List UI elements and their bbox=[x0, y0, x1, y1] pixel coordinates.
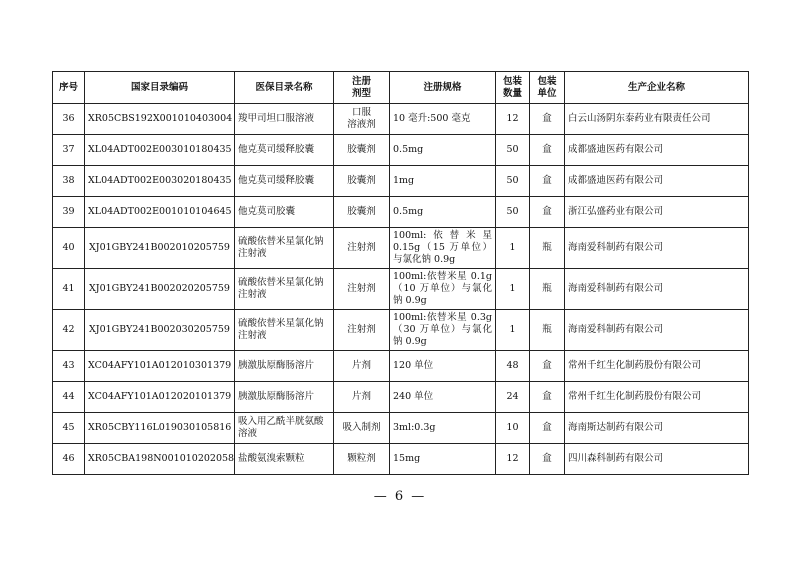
manufacturer: 海南爱科制药有限公司 bbox=[565, 310, 749, 351]
header-cell: 注册 剂型 bbox=[334, 72, 390, 104]
dosage-form: 胶囊剂 bbox=[334, 135, 390, 166]
package-unit: 盒 bbox=[530, 135, 565, 166]
row-number: 42 bbox=[53, 310, 85, 351]
specification: 240 单位 bbox=[390, 382, 496, 413]
specification: 3ml:0.3g bbox=[390, 413, 496, 444]
package-quantity: 1 bbox=[496, 228, 530, 269]
header-cell: 生产企业名称 bbox=[565, 72, 749, 104]
row-number: 37 bbox=[53, 135, 85, 166]
specification: 0.5mg bbox=[390, 135, 496, 166]
drug-name: 胰激肽原酶肠溶片 bbox=[235, 382, 334, 413]
package-unit: 盒 bbox=[530, 444, 565, 475]
manufacturer: 成都盛迪医药有限公司 bbox=[565, 135, 749, 166]
drug-name: 硫酸依替米星氯化钠注射液 bbox=[235, 228, 334, 269]
table-header-row bbox=[53, 72, 749, 104]
dosage-form: 颗粒剂 bbox=[334, 444, 390, 475]
header-cell: 包装 单位 bbox=[530, 72, 565, 104]
manufacturer: 成都盛迪医药有限公司 bbox=[565, 166, 749, 197]
specification: 100ml:依替米星 0.1g（10 万单位）与氯化钠 0.9g bbox=[390, 269, 496, 310]
catalog-code: XR05CBS192X001010403004 bbox=[85, 104, 235, 135]
specification: 1mg bbox=[390, 166, 496, 197]
drug-catalog-table bbox=[52, 71, 749, 475]
catalog-code: XC04AFY101A012010301379 bbox=[85, 351, 235, 382]
catalog-code: XL04ADT002E003010180435 bbox=[85, 135, 235, 166]
catalog-code: XJ01GBY241B002020205759 bbox=[85, 269, 235, 310]
specification: 120 单位 bbox=[390, 351, 496, 382]
package-quantity: 48 bbox=[496, 351, 530, 382]
row-number: 40 bbox=[53, 228, 85, 269]
row-number: 38 bbox=[53, 166, 85, 197]
package-quantity: 1 bbox=[496, 310, 530, 351]
table-row bbox=[53, 413, 749, 444]
package-quantity: 12 bbox=[496, 444, 530, 475]
row-number: 36 bbox=[53, 104, 85, 135]
package-quantity: 12 bbox=[496, 104, 530, 135]
drug-name: 吸入用乙酰半胱氨酸溶液 bbox=[235, 413, 334, 444]
package-unit: 盒 bbox=[530, 413, 565, 444]
package-quantity: 1 bbox=[496, 269, 530, 310]
row-number: 43 bbox=[53, 351, 85, 382]
table-row bbox=[53, 104, 749, 135]
package-quantity: 50 bbox=[496, 166, 530, 197]
page-number: — 6 — bbox=[373, 489, 427, 504]
package-unit: 盒 bbox=[530, 351, 565, 382]
table-row bbox=[53, 197, 749, 228]
dosage-form: 注射剂 bbox=[334, 269, 390, 310]
dosage-form: 注射剂 bbox=[334, 228, 390, 269]
header-cell: 国家目录编码 bbox=[85, 72, 235, 104]
manufacturer: 海南爱科制药有限公司 bbox=[565, 269, 749, 310]
row-number: 41 bbox=[53, 269, 85, 310]
dosage-form: 注射剂 bbox=[334, 310, 390, 351]
package-quantity: 10 bbox=[496, 413, 530, 444]
row-number: 39 bbox=[53, 197, 85, 228]
package-quantity: 24 bbox=[496, 382, 530, 413]
package-unit: 盒 bbox=[530, 104, 565, 135]
package-quantity: 50 bbox=[496, 197, 530, 228]
specification: 0.5mg bbox=[390, 197, 496, 228]
header-cell: 包装 数量 bbox=[496, 72, 530, 104]
manufacturer: 浙江弘盛药业有限公司 bbox=[565, 197, 749, 228]
drug-name: 他克莫司缓释胶囊 bbox=[235, 166, 334, 197]
manufacturer: 海南斯达制药有限公司 bbox=[565, 413, 749, 444]
table-row bbox=[53, 135, 749, 166]
header-cell: 医保目录名称 bbox=[235, 72, 334, 104]
catalog-code: XL04ADT002E003020180435 bbox=[85, 166, 235, 197]
row-number: 46 bbox=[53, 444, 85, 475]
drug-name: 他克莫司缓释胶囊 bbox=[235, 135, 334, 166]
dosage-form: 胶囊剂 bbox=[334, 166, 390, 197]
package-unit: 盒 bbox=[530, 382, 565, 413]
catalog-code: XR05CBY116L019030105816 bbox=[85, 413, 235, 444]
specification: 15mg bbox=[390, 444, 496, 475]
row-number: 45 bbox=[53, 413, 85, 444]
header-cell: 注册规格 bbox=[390, 72, 496, 104]
manufacturer: 白云山汤阴东泰药业有限责任公司 bbox=[565, 104, 749, 135]
package-unit: 瓶 bbox=[530, 269, 565, 310]
dosage-form: 胶囊剂 bbox=[334, 197, 390, 228]
manufacturer: 常州千红生化制药股份有限公司 bbox=[565, 382, 749, 413]
package-unit: 盒 bbox=[530, 197, 565, 228]
dosage-form: 吸入制剂 bbox=[334, 413, 390, 444]
package-unit: 瓶 bbox=[530, 310, 565, 351]
dosage-form: 片剂 bbox=[334, 351, 390, 382]
manufacturer: 四川森科制药有限公司 bbox=[565, 444, 749, 475]
dosage-form: 片剂 bbox=[334, 382, 390, 413]
manufacturer: 常州千红生化制药股份有限公司 bbox=[565, 351, 749, 382]
row-number: 44 bbox=[53, 382, 85, 413]
drug-name: 盐酸氨溴索颗粒 bbox=[235, 444, 334, 475]
dosage-form: 口服 溶液剂 bbox=[334, 104, 390, 135]
manufacturer: 海南爱科制药有限公司 bbox=[565, 228, 749, 269]
catalog-code: XJ01GBY241B002030205759 bbox=[85, 310, 235, 351]
catalog-code: XR05CBA198N001010202058 bbox=[85, 444, 235, 475]
package-unit: 盒 bbox=[530, 166, 565, 197]
table-row bbox=[53, 382, 749, 413]
table-row bbox=[53, 444, 749, 475]
package-unit: 瓶 bbox=[530, 228, 565, 269]
table-row bbox=[53, 228, 749, 269]
drug-name: 他克莫司胶囊 bbox=[235, 197, 334, 228]
drug-name: 胰激肽原酶肠溶片 bbox=[235, 351, 334, 382]
package-quantity: 50 bbox=[496, 135, 530, 166]
drug-name: 硫酸依替米星氯化钠注射液 bbox=[235, 310, 334, 351]
table-row bbox=[53, 269, 749, 310]
drug-name: 羧甲司坦口服溶液 bbox=[235, 104, 334, 135]
specification: 100ml:依替米星 0.15g（15 万单位）与氯化钠 0.9g bbox=[390, 228, 496, 269]
table-row bbox=[53, 351, 749, 382]
catalog-code: XC04AFY101A012020101379 bbox=[85, 382, 235, 413]
table-row bbox=[53, 310, 749, 351]
catalog-code: XJ01GBY241B002010205759 bbox=[85, 228, 235, 269]
catalog-code: XL04ADT002E001010104645 bbox=[85, 197, 235, 228]
specification: 100ml:依替米星 0.3g（30 万单位）与氯化钠 0.9g bbox=[390, 310, 496, 351]
header-cell: 序号 bbox=[53, 72, 85, 104]
table-row bbox=[53, 166, 749, 197]
specification: 10 毫升:500 毫克 bbox=[390, 104, 496, 135]
drug-name: 硫酸依替米星氯化钠注射液 bbox=[235, 269, 334, 310]
